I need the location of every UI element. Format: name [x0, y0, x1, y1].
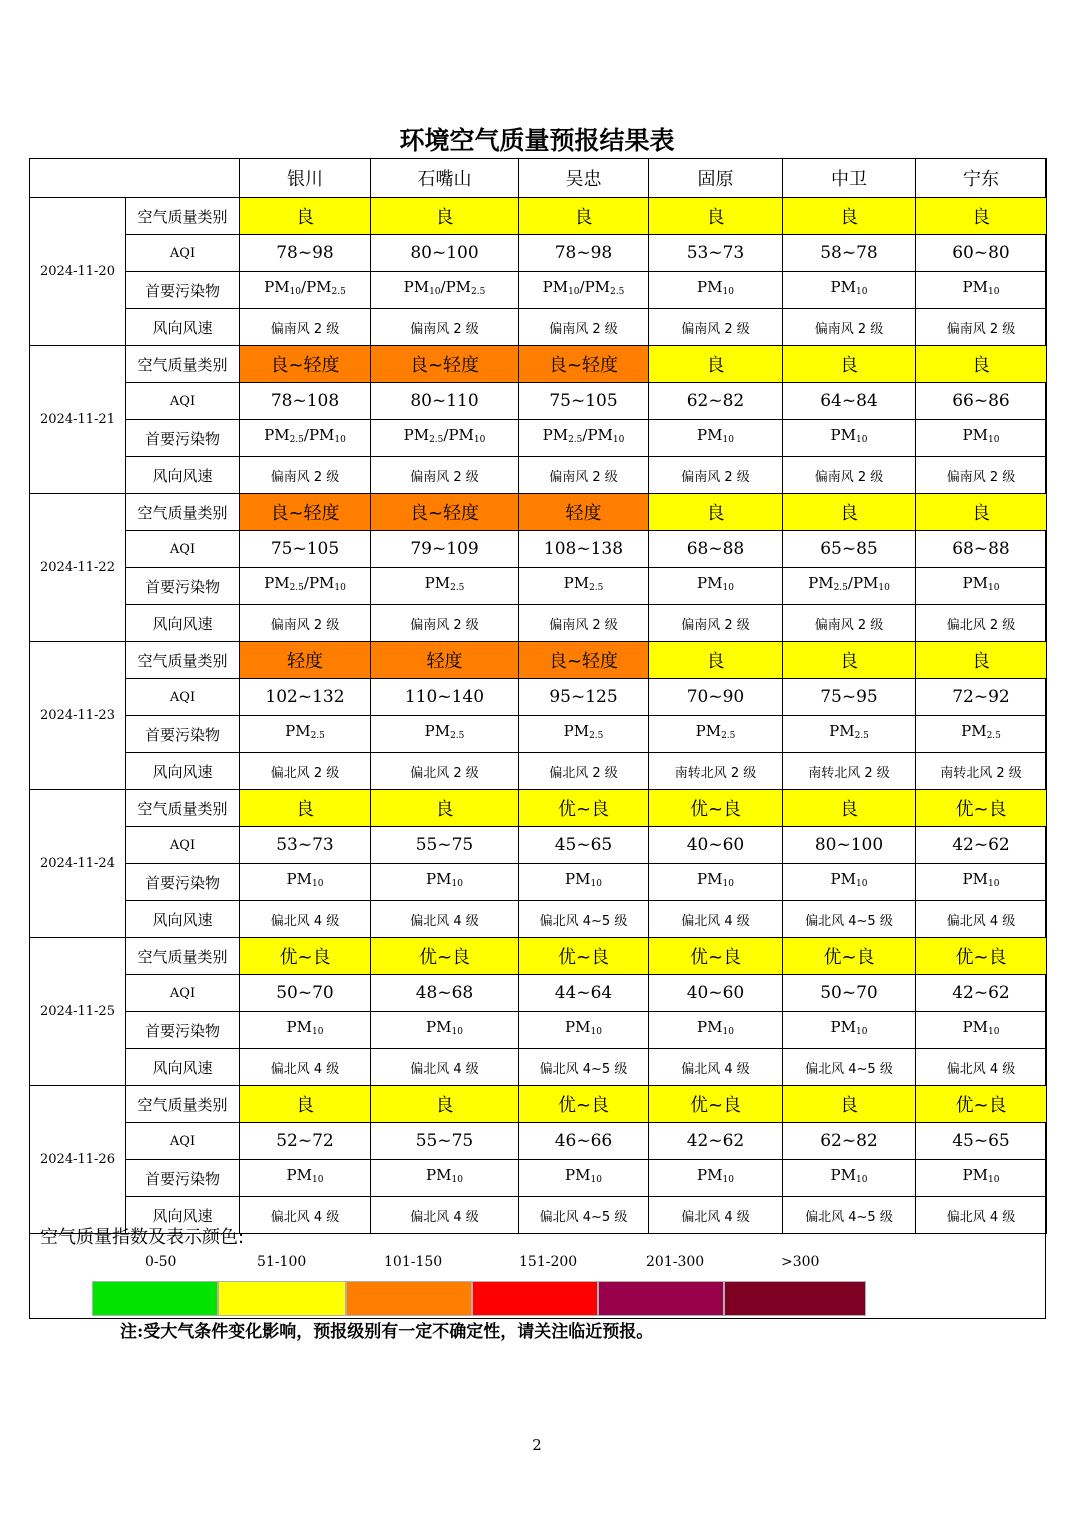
header-corner-cell — [30, 159, 240, 198]
aqi-range: 110~140 — [371, 679, 519, 716]
legend-color-swatch — [598, 1281, 724, 1316]
table-row — [30, 716, 1047, 753]
wind-info: 偏南风 2 级 — [916, 309, 1047, 346]
wind-info: 偏南风 2 级 — [240, 309, 371, 346]
air-quality-category: 良 — [916, 642, 1047, 679]
air-quality-category: 优~良 — [916, 790, 1047, 827]
city-header: 中卫 — [783, 159, 916, 198]
air-quality-category: 轻度 — [371, 642, 519, 679]
page-title: 环境空气质量预报结果表 — [399, 126, 675, 155]
primary-pollutant: $PM_{2.5}$ — [649, 716, 783, 753]
primary-pollutant: $PM_{10}$ — [783, 1160, 916, 1197]
forecast-date: 2024-11-22 — [30, 494, 126, 642]
table-row — [30, 975, 1047, 1012]
wind-info: 偏北风 4 级 — [916, 1049, 1047, 1086]
air-quality-category: 良~轻度 — [519, 642, 649, 679]
row-label-category: 空气质量类别 — [126, 642, 240, 679]
primary-pollutant: $PM_{2.5}$ — [783, 716, 916, 753]
aqi-range: 52~72 — [240, 1123, 371, 1160]
primary-pollutant: $PM_{10}$ — [649, 272, 783, 309]
wind-info: 偏北风 2 级 — [371, 753, 519, 790]
air-quality-category: 优~良 — [519, 938, 649, 975]
primary-pollutant: $PM_{10}$ — [916, 864, 1047, 901]
legend-range-label: 151-200 — [519, 1254, 578, 1270]
air-quality-category: 优~良 — [649, 938, 783, 975]
aqi-range: 75~95 — [783, 679, 916, 716]
aqi-range: 60~80 — [916, 235, 1047, 272]
wind-info: 偏北风 4 级 — [649, 1049, 783, 1086]
table-row — [30, 420, 1047, 457]
wind-info: 南转北风 2 级 — [783, 753, 916, 790]
city-header: 石嘴山 — [371, 159, 519, 198]
primary-pollutant: $PM_{2.5}$ — [519, 716, 649, 753]
aqi-range: 44~64 — [519, 975, 649, 1012]
row-label-wind: 风向风速 — [126, 309, 240, 346]
forecast-date: 2024-11-23 — [30, 642, 126, 790]
aqi-range: 64~84 — [783, 383, 916, 420]
wind-info: 偏南风 2 级 — [783, 605, 916, 642]
row-label-category: 空气质量类别 — [126, 346, 240, 383]
aqi-range: 78~108 — [240, 383, 371, 420]
table-row — [30, 827, 1047, 864]
legend-color-swatch — [472, 1281, 598, 1316]
air-quality-category: 优~良 — [519, 1086, 649, 1123]
legend-color-swatch — [724, 1281, 866, 1316]
wind-info: 偏南风 2 级 — [519, 605, 649, 642]
aqi-range: 50~70 — [240, 975, 371, 1012]
wind-info: 偏南风 2 级 — [371, 605, 519, 642]
forecast-date: 2024-11-20 — [30, 198, 126, 346]
row-label-pollutant: 首要污染物 — [126, 716, 240, 753]
primary-pollutant: $PM_{10}$ — [783, 1012, 916, 1049]
primary-pollutant: $PM_{10}$ — [649, 1012, 783, 1049]
table-row — [30, 457, 1047, 494]
primary-pollutant: $PM_{2.5}$ — [519, 568, 649, 605]
air-quality-category: 良 — [649, 642, 783, 679]
aqi-range: 102~132 — [240, 679, 371, 716]
row-label-category: 空气质量类别 — [126, 494, 240, 531]
table-row — [30, 198, 1047, 235]
air-quality-category: 优~良 — [240, 938, 371, 975]
primary-pollutant: $PM_{10}$ — [519, 1160, 649, 1197]
primary-pollutant: $PM_{10}$ — [649, 568, 783, 605]
aqi-range: 95~125 — [519, 679, 649, 716]
air-quality-category: 良 — [649, 346, 783, 383]
legend-color-swatch — [92, 1281, 218, 1316]
aqi-range: 45~65 — [916, 1123, 1047, 1160]
wind-info: 偏南风 2 级 — [783, 309, 916, 346]
aqi-range: 53~73 — [649, 235, 783, 272]
air-quality-category: 良 — [783, 1086, 916, 1123]
page-number: 2 — [532, 1436, 542, 1454]
aqi-range: 42~62 — [916, 975, 1047, 1012]
row-label-wind: 风向风速 — [126, 457, 240, 494]
primary-pollutant: $PM_{10}$ — [916, 1012, 1047, 1049]
row-label-wind: 风向风速 — [126, 605, 240, 642]
air-quality-category: 良 — [240, 790, 371, 827]
air-quality-category: 良 — [783, 642, 916, 679]
aqi-range: 72~92 — [916, 679, 1047, 716]
table-row — [30, 531, 1047, 568]
wind-info: 偏南风 2 级 — [240, 605, 371, 642]
wind-info: 偏北风 4 级 — [649, 901, 783, 938]
primary-pollutant: $PM_{10}$ — [240, 1012, 371, 1049]
table-row — [30, 1086, 1047, 1123]
primary-pollutant: $PM_{2.5}$ — [240, 716, 371, 753]
air-quality-category: 优~良 — [649, 790, 783, 827]
aqi-range: 108~138 — [519, 531, 649, 568]
aqi-range: 75~105 — [519, 383, 649, 420]
aqi-range: 42~62 — [916, 827, 1047, 864]
primary-pollutant: $PM_{10}$ — [783, 420, 916, 457]
aqi-range: 70~90 — [649, 679, 783, 716]
wind-info: 偏南风 2 级 — [519, 457, 649, 494]
air-quality-category: 良 — [649, 198, 783, 235]
wind-info: 偏南风 2 级 — [240, 457, 371, 494]
forecast-date: 2024-11-26 — [30, 1086, 126, 1234]
air-quality-category: 良 — [783, 346, 916, 383]
air-quality-category: 优~良 — [519, 790, 649, 827]
aqi-range: 55~75 — [371, 827, 519, 864]
air-quality-category: 优~良 — [916, 938, 1047, 975]
air-quality-category: 良~轻度 — [371, 346, 519, 383]
wind-info: 偏北风 4 级 — [371, 1049, 519, 1086]
row-label-pollutant: 首要污染物 — [126, 568, 240, 605]
primary-pollutant: $PM_{10}$ — [916, 272, 1047, 309]
air-quality-category: 轻度 — [519, 494, 649, 531]
air-quality-category: 良 — [371, 198, 519, 235]
wind-info: 偏北风 4 级 — [371, 1197, 519, 1234]
wind-info: 偏北风 4 级 — [240, 1197, 371, 1234]
wind-info: 偏北风 4 级 — [240, 901, 371, 938]
row-label-pollutant: 首要污染物 — [126, 1012, 240, 1049]
wind-info: 偏北风 2 级 — [519, 753, 649, 790]
table-row — [30, 1049, 1047, 1086]
air-quality-category: 良~轻度 — [371, 494, 519, 531]
primary-pollutant: $PM_{10}$ — [649, 1160, 783, 1197]
row-label-category: 空气质量类别 — [126, 790, 240, 827]
legend-range-label: 101-150 — [384, 1254, 443, 1270]
wind-info: 偏北风 4 级 — [240, 1049, 371, 1086]
table-row — [30, 272, 1047, 309]
table-row — [30, 679, 1047, 716]
primary-pollutant: $PM_{10}$ — [916, 1160, 1047, 1197]
primary-pollutant: $PM_{10}$ — [649, 420, 783, 457]
row-label-aqi: AQI — [126, 679, 240, 716]
table-row — [30, 1012, 1047, 1049]
wind-info: 偏南风 2 级 — [916, 457, 1047, 494]
air-quality-category: 良 — [240, 198, 371, 235]
row-label-wind: 风向风速 — [126, 1049, 240, 1086]
aqi-range: 55~75 — [371, 1123, 519, 1160]
wind-info: 偏南风 2 级 — [371, 457, 519, 494]
row-label-pollutant: 首要污染物 — [126, 1160, 240, 1197]
legend-range-label: >300 — [781, 1254, 820, 1270]
aqi-range: 79~109 — [371, 531, 519, 568]
table-row — [30, 309, 1047, 346]
wind-info: 偏北风 4~5 级 — [519, 1049, 649, 1086]
row-label-aqi: AQI — [126, 235, 240, 272]
table-row — [30, 753, 1047, 790]
legend-range-label: 51-100 — [257, 1254, 307, 1270]
primary-pollutant: $PM_{2.5}/PM_{10}$ — [371, 420, 519, 457]
air-quality-category: 轻度 — [240, 642, 371, 679]
primary-pollutant: $PM_{2.5}$ — [916, 716, 1047, 753]
forecast-date: 2024-11-24 — [30, 790, 126, 938]
air-quality-category: 良 — [916, 494, 1047, 531]
primary-pollutant: $PM_{10}$ — [371, 1012, 519, 1049]
wind-info: 偏南风 2 级 — [649, 309, 783, 346]
aqi-range: 45~65 — [519, 827, 649, 864]
wind-info: 南转北风 2 级 — [649, 753, 783, 790]
table-row — [30, 790, 1047, 827]
wind-info: 偏北风 4 级 — [649, 1197, 783, 1234]
air-quality-category: 良 — [519, 198, 649, 235]
primary-pollutant: $PM_{10}/PM_{2.5}$ — [240, 272, 371, 309]
table-row — [30, 568, 1047, 605]
aqi-range: 62~82 — [783, 1123, 916, 1160]
air-quality-category: 优~良 — [649, 1086, 783, 1123]
aqi-range: 78~98 — [519, 235, 649, 272]
air-quality-category: 良 — [783, 198, 916, 235]
aqi-range: 66~86 — [916, 383, 1047, 420]
row-label-pollutant: 首要污染物 — [126, 272, 240, 309]
primary-pollutant: $PM_{10}$ — [649, 864, 783, 901]
wind-info: 偏北风 2 级 — [916, 605, 1047, 642]
wind-info: 偏北风 4 级 — [916, 1197, 1047, 1234]
air-quality-category: 良~轻度 — [240, 346, 371, 383]
aqi-range: 46~66 — [519, 1123, 649, 1160]
primary-pollutant: $PM_{10}$ — [916, 420, 1047, 457]
primary-pollutant: $PM_{10}$ — [783, 864, 916, 901]
air-quality-category: 良 — [916, 346, 1047, 383]
air-quality-category: 优~良 — [783, 938, 916, 975]
city-header: 吴忠 — [519, 159, 649, 198]
aqi-range: 78~98 — [240, 235, 371, 272]
aqi-range: 48~68 — [371, 975, 519, 1012]
table-row — [30, 864, 1047, 901]
row-label-category: 空气质量类别 — [126, 1086, 240, 1123]
wind-info: 偏北风 4~5 级 — [519, 1197, 649, 1234]
primary-pollutant: $PM_{10}$ — [916, 568, 1047, 605]
city-header: 宁东 — [916, 159, 1047, 198]
wind-info: 偏北风 2 级 — [240, 753, 371, 790]
primary-pollutant: $PM_{2.5}$ — [371, 568, 519, 605]
city-header: 银川 — [240, 159, 371, 198]
primary-pollutant: $PM_{10}$ — [783, 272, 916, 309]
forecast-date: 2024-11-21 — [30, 346, 126, 494]
row-label-wind: 风向风速 — [126, 753, 240, 790]
wind-info: 偏北风 4~5 级 — [783, 901, 916, 938]
aqi-range: 75~105 — [240, 531, 371, 568]
row-label-aqi: AQI — [126, 975, 240, 1012]
primary-pollutant: $PM_{2.5}/PM_{10}$ — [519, 420, 649, 457]
primary-pollutant: $PM_{10}/PM_{2.5}$ — [519, 272, 649, 309]
air-quality-category: 良 — [371, 790, 519, 827]
air-quality-category: 良 — [783, 494, 916, 531]
wind-info: 偏南风 2 级 — [649, 605, 783, 642]
row-label-aqi: AQI — [126, 531, 240, 568]
city-header: 固原 — [649, 159, 783, 198]
row-label-wind: 风向风速 — [126, 901, 240, 938]
wind-info: 偏南风 2 级 — [783, 457, 916, 494]
table-row — [30, 494, 1047, 531]
wind-info: 偏南风 2 级 — [519, 309, 649, 346]
table-row — [30, 901, 1047, 938]
aqi-range: 42~62 — [649, 1123, 783, 1160]
table-row — [30, 235, 1047, 272]
wind-info: 偏南风 2 级 — [649, 457, 783, 494]
forecast-table — [29, 158, 1047, 1234]
row-label-aqi: AQI — [126, 383, 240, 420]
primary-pollutant: $PM_{10}$ — [519, 1012, 649, 1049]
aqi-range: 40~60 — [649, 975, 783, 1012]
air-quality-category: 优~良 — [371, 938, 519, 975]
forecast-date: 2024-11-25 — [30, 938, 126, 1086]
aqi-range: 50~70 — [783, 975, 916, 1012]
primary-pollutant: $PM_{2.5}/PM_{10}$ — [240, 420, 371, 457]
air-quality-category: 良 — [783, 790, 916, 827]
row-label-category: 空气质量类别 — [126, 198, 240, 235]
aqi-range: 80~100 — [783, 827, 916, 864]
primary-pollutant: $PM_{2.5}/PM_{10}$ — [240, 568, 371, 605]
wind-info: 偏北风 4~5 级 — [519, 901, 649, 938]
primary-pollutant: $PM_{10}$ — [371, 1160, 519, 1197]
aqi-range: 68~88 — [649, 531, 783, 568]
primary-pollutant: $PM_{10}/PM_{2.5}$ — [371, 272, 519, 309]
wind-info: 偏北风 4~5 级 — [783, 1197, 916, 1234]
aqi-range: 65~85 — [783, 531, 916, 568]
aqi-range: 58~78 — [783, 235, 916, 272]
table-row — [30, 1123, 1047, 1160]
forecast-note: 注:受大气条件变化影响，预报级别有一定不确定性，请关注临近预报。 — [120, 1322, 654, 1342]
wind-info: 南转北风 2 级 — [916, 753, 1047, 790]
aqi-range: 62~82 — [649, 383, 783, 420]
header-row — [30, 159, 1047, 198]
legend-range-label: 201-300 — [646, 1254, 705, 1270]
row-label-aqi: AQI — [126, 827, 240, 864]
aqi-range: 80~100 — [371, 235, 519, 272]
table-row — [30, 938, 1047, 975]
air-quality-category: 良 — [649, 494, 783, 531]
row-label-category: 空气质量类别 — [126, 938, 240, 975]
table-row — [30, 383, 1047, 420]
aqi-range: 53~73 — [240, 827, 371, 864]
row-label-pollutant: 首要污染物 — [126, 864, 240, 901]
primary-pollutant: $PM_{2.5}/PM_{10}$ — [783, 568, 916, 605]
primary-pollutant: $PM_{10}$ — [240, 864, 371, 901]
table-row — [30, 346, 1047, 383]
row-label-aqi: AQI — [126, 1123, 240, 1160]
primary-pollutant: $PM_{10}$ — [240, 1160, 371, 1197]
wind-info: 偏北风 4~5 级 — [783, 1049, 916, 1086]
table-row — [30, 642, 1047, 679]
air-quality-category: 优~良 — [916, 1086, 1047, 1123]
legend-color-swatch — [346, 1281, 472, 1316]
table-row — [30, 605, 1047, 642]
aqi-range: 40~60 — [649, 827, 783, 864]
row-label-pollutant: 首要污染物 — [126, 420, 240, 457]
wind-info: 偏北风 4 级 — [371, 901, 519, 938]
air-quality-category: 良 — [240, 1086, 371, 1123]
primary-pollutant: $PM_{2.5}$ — [371, 716, 519, 753]
legend-title: 空气质量指数及表示颜色: — [40, 1227, 245, 1248]
aqi-range: 68~88 — [916, 531, 1047, 568]
air-quality-category: 良 — [916, 198, 1047, 235]
air-quality-category: 良~轻度 — [519, 346, 649, 383]
primary-pollutant: $PM_{10}$ — [519, 864, 649, 901]
legend-color-swatch — [218, 1281, 346, 1316]
aqi-range: 80~110 — [371, 383, 519, 420]
air-quality-category: 良 — [371, 1086, 519, 1123]
primary-pollutant: $PM_{10}$ — [371, 864, 519, 901]
wind-info: 偏南风 2 级 — [371, 309, 519, 346]
air-quality-category: 良~轻度 — [240, 494, 371, 531]
row-label-wind: 风向风速 — [126, 1197, 240, 1234]
table-row — [30, 1160, 1047, 1197]
legend-range-label: 0-50 — [145, 1254, 177, 1270]
wind-info: 偏北风 4 级 — [916, 901, 1047, 938]
